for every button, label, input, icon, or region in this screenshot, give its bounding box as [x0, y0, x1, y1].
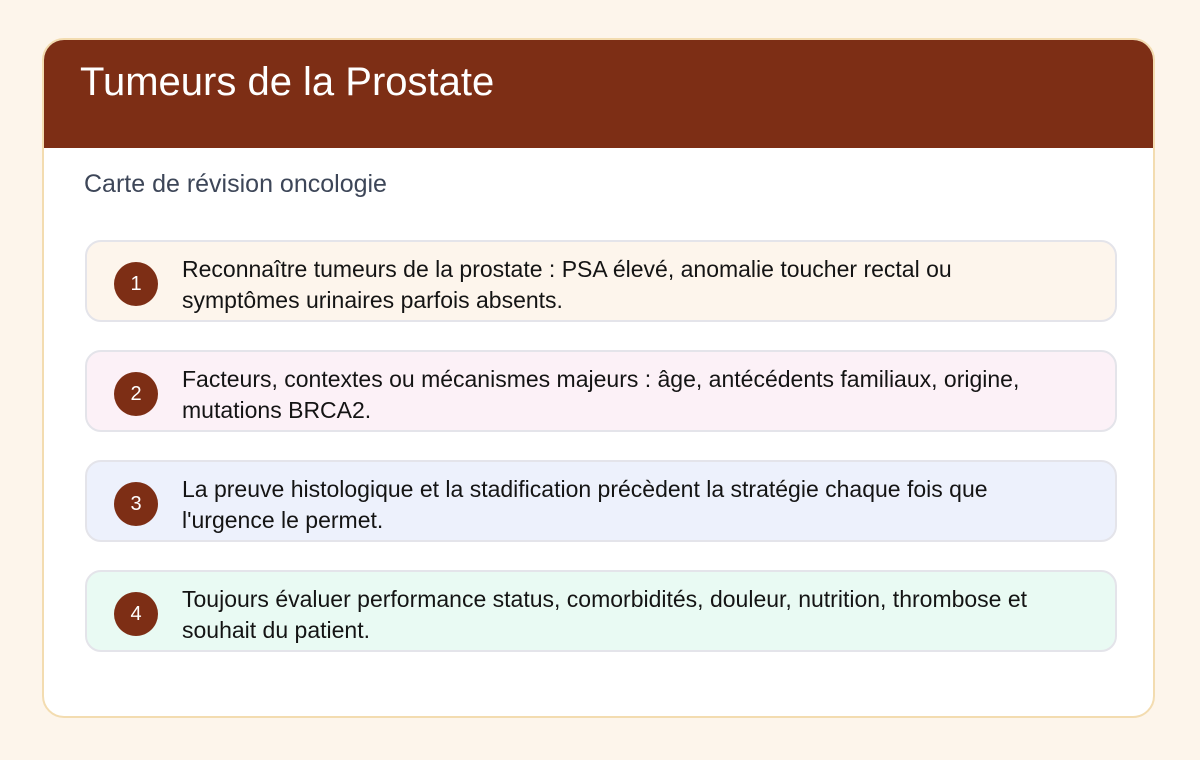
item-number-badge: 4 [114, 592, 158, 636]
card-title: Tumeurs de la Prostate [80, 60, 495, 104]
item-text: Reconnaître tumeurs de la prostate : PSA élevé, anomalie toucher rectal ou symptômes urinaires parfois absents. [182, 256, 952, 313]
list-item [85, 350, 1117, 432]
item-text: Facteurs, contextes ou mécanismes majeurs : âge, antécédents familiaux, origine, mutations BRCA2. [182, 366, 1020, 423]
item-number-badge: 3 [114, 482, 158, 526]
list-item [85, 460, 1117, 542]
item-number-badge: 2 [114, 372, 158, 416]
card-header [44, 40, 1153, 148]
card-subtitle: Carte de révision oncologie [84, 170, 387, 198]
revision-card [42, 38, 1155, 718]
list-item [85, 570, 1117, 652]
list-item [85, 240, 1117, 322]
item-text: Toujours évaluer performance status, comorbidités, douleur, nutrition, thrombose et souhait du patient. [182, 586, 1028, 643]
item-number-badge: 1 [114, 262, 158, 306]
item-text: La preuve histologique et la stadification précèdent la stratégie chaque fois que l'urgence le permet. [182, 476, 988, 533]
